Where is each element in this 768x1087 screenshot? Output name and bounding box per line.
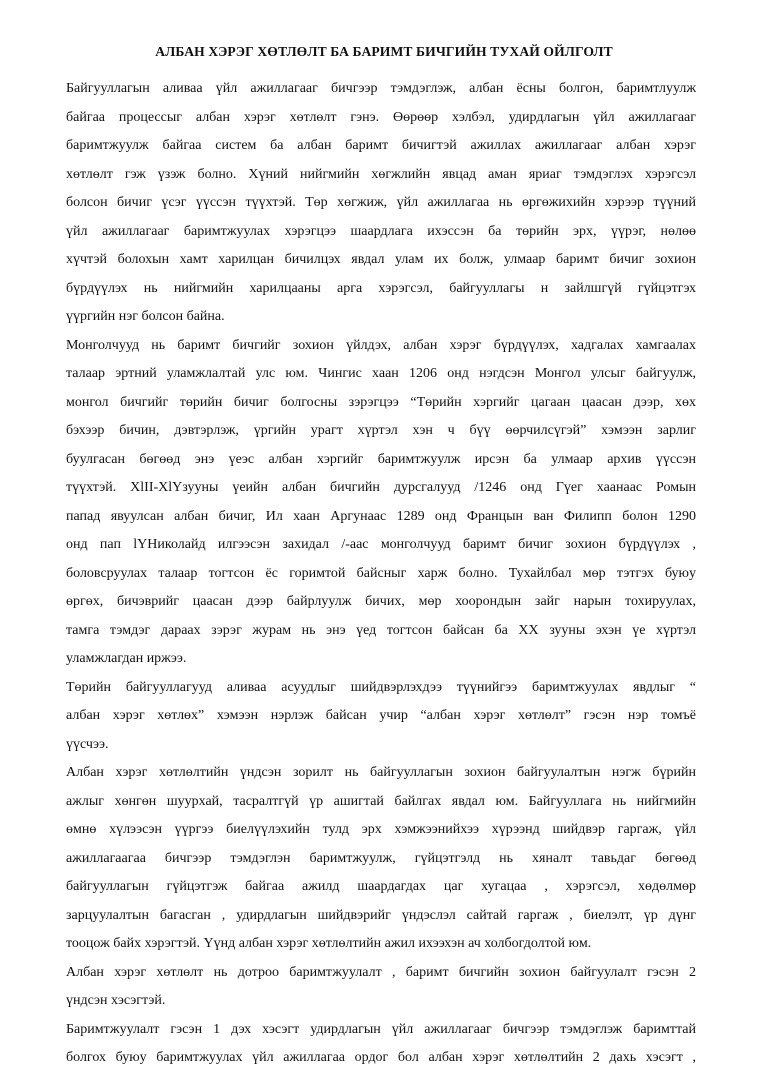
text-line: хүчтэй болохын хамт харилцан бичилцэх явдал улам их болж, улмаар баримт бичиг зохион [66, 252, 696, 267]
text-line: Монголчууд нь баримт бичгийг зохион үйлдэх, албан хэрэг бүрдүүлэх, хадгалах хамгаалах [66, 338, 696, 353]
text-line: бэхээр бичин, дэвтэрлэж, үргийн урагт хүртэл хэн ч бүү өөрчилсүгэй” хэмээн зарлиг [66, 423, 696, 438]
text-line: үндсэн хэсэгтэй. [66, 993, 166, 1008]
text-line: өмнө хүлээсэн үүргээ биелүүлэхийн тулд эрх хэмжээнийхээ хүрээнд шийдвэр гаргаж, үйл [66, 822, 696, 837]
text-line: хөтлөлт гэж үзэж болно. Хүний нийгмийн хөгжлийн явцад аман яриаг тэмдэглэх хэрэгсэл [66, 167, 696, 182]
text-line: байгаа процессыг албан хэрэг хөтлөлт гэнэ. Өөрөөр хэлбэл, удирдлагын үйл ажиллагааг [66, 110, 696, 125]
text-line: Албан хэрэг хөтлөлт нь дотроо баримтжуулалт , баримт бичгийн зохион байгуулалт гэсэн 2 [66, 965, 696, 980]
text-line: Төрийн байгууллагууд аливаа асуудлыг шийдвэрлэхдээ түүнийгээ баримтжуулах явдлыг “ [66, 680, 696, 695]
text-line: өргөх, бичэврийг цаасан дээр байрлуулж бичих, мөр хоорондын зайг нарын тохируулах, [66, 594, 696, 609]
text-line: тооцож байх хэрэгтэй. Үүнд албан хэрэг хөтлөлтийн ажил ихээхэн ач холбогдолтой юм. [66, 936, 592, 951]
text-line: тамга тэмдэг дараах зэрэг журам нь энэ үед тогтсон байсан ба XX зууны эхэн үе хүртэл [66, 623, 696, 638]
text-line: албан хэрэг хөтлөх” хэмээн нэрлэж байсан учир “албан хэрэг хөтлөлт” гэсэн нэр томъё [66, 708, 696, 723]
text-line: үүргийн нэг болсон байна. [66, 309, 225, 324]
text-line: онд пап lYНиколайд илгээсэн захидал /-аас монголчууд баримт бичиг зохион бүрдүүлэх , [66, 537, 696, 552]
text-line: бүрдүүлэх нь нийгмийн харилцааны арга хэрэгсэл, байгууллагы н зайлшгүй гүйцэтгэх [66, 281, 696, 296]
text-line: Байгууллагын аливаа үйл ажиллагааг бичгээр тэмдэглэж, албан ёсны болгон, баримтлуулж [66, 81, 696, 96]
text-line: байгууллагын гүйцэтгэж байгаа ажилд шаардагдах цаг хугацаа , хэрэгсэл, хөдөлмөр [66, 879, 696, 894]
document-title: АЛБАН ХЭРЭГ ХӨТЛӨЛТ БА БАРИМТ БИЧГИЙН ТУХАЙ ОЙЛГОЛТ [155, 44, 613, 59]
text-line: болсон бичиг үсэг үүссэн түүхтэй. Төр хөгжиж, үйл ажиллагаа нь өргөжихийн хэрээр түүний [66, 195, 696, 210]
text-line: талаар эртний уламжлалтай улс юм. Чингис хаан 1206 онд нэгдсэн Монгол улсыг байгуулж, [66, 366, 696, 381]
text-line: Албан хэрэг хөтлөлтийн үндсэн зорилт нь байгууллагын зохион байгуулалтын нэгж бүрийн [66, 765, 696, 780]
text-line: монгол бичгийг төрийн бичиг болгосны зэрэгцээ “Төрийн хэргийг цагаан цаасан дээр, хөх [66, 395, 696, 410]
text-line: үйл ажиллагааг баримтжуулах хэрэгцээ шаардлага ихэссэн ба төрийн эрх, үүрэг, нөлөө [66, 224, 696, 239]
text-line: ажиллагаагаа бичгээр тэмдэглэн баримтжуулж, гүйцэтгэлд нь хяналт тавьдаг бөгөөд [66, 851, 696, 866]
text-line: ажлыг хөнгөн шуурхай, тасралтгүй үр ашигтай байлгах явдал юм. Байгууллага нь нийгмийн [66, 794, 696, 809]
text-line: папад явуулсан албан бичиг, Ил хаан Аргунаас 1289 онд Францын ван Филипп болон 1290 [66, 509, 696, 524]
text-line: зарцуулалтын багасган , удирдлагын шийдвэрийг үндэслэл сайтай гаргаж , биелэлт, үр дүнг [66, 908, 696, 923]
text-line: үүсчээ. [66, 737, 109, 752]
text-line: боловсруулах талаар тогтсон ёс горимтой байсныг харж болно. Тухайлбал мөр тэтгэх буюу [66, 566, 696, 581]
text-line: буулгасан бөгөөд энэ үеэс албан хэргийг баримтжуулж ирсэн ба улмаар архив үүссэн [66, 452, 696, 467]
text-line: түүхтэй. XlII-XlYзууны үеийн албан бичгийн дурсгалууд /1246 онд Гүег хаанаас Ромын [66, 480, 696, 495]
text-line: Баримтжуулалт гэсэн 1 дэх хэсэгт удирдлагын үйл ажиллагааг бичгээр тэмдэглэж баримттай [66, 1022, 696, 1037]
text-line: болгох буюу баримтжуулах үйл ажиллагаа ордог бол албан хэрэг хөтлөлтийн 2 дахь хэсэгт , [66, 1050, 696, 1065]
text-line: уламжлагдан иржээ. [66, 651, 187, 666]
text-line: баримтжуулж байгаа систем ба албан баримт бичигтэй ажиллах ажиллагааг албан хэрэг [66, 138, 696, 153]
